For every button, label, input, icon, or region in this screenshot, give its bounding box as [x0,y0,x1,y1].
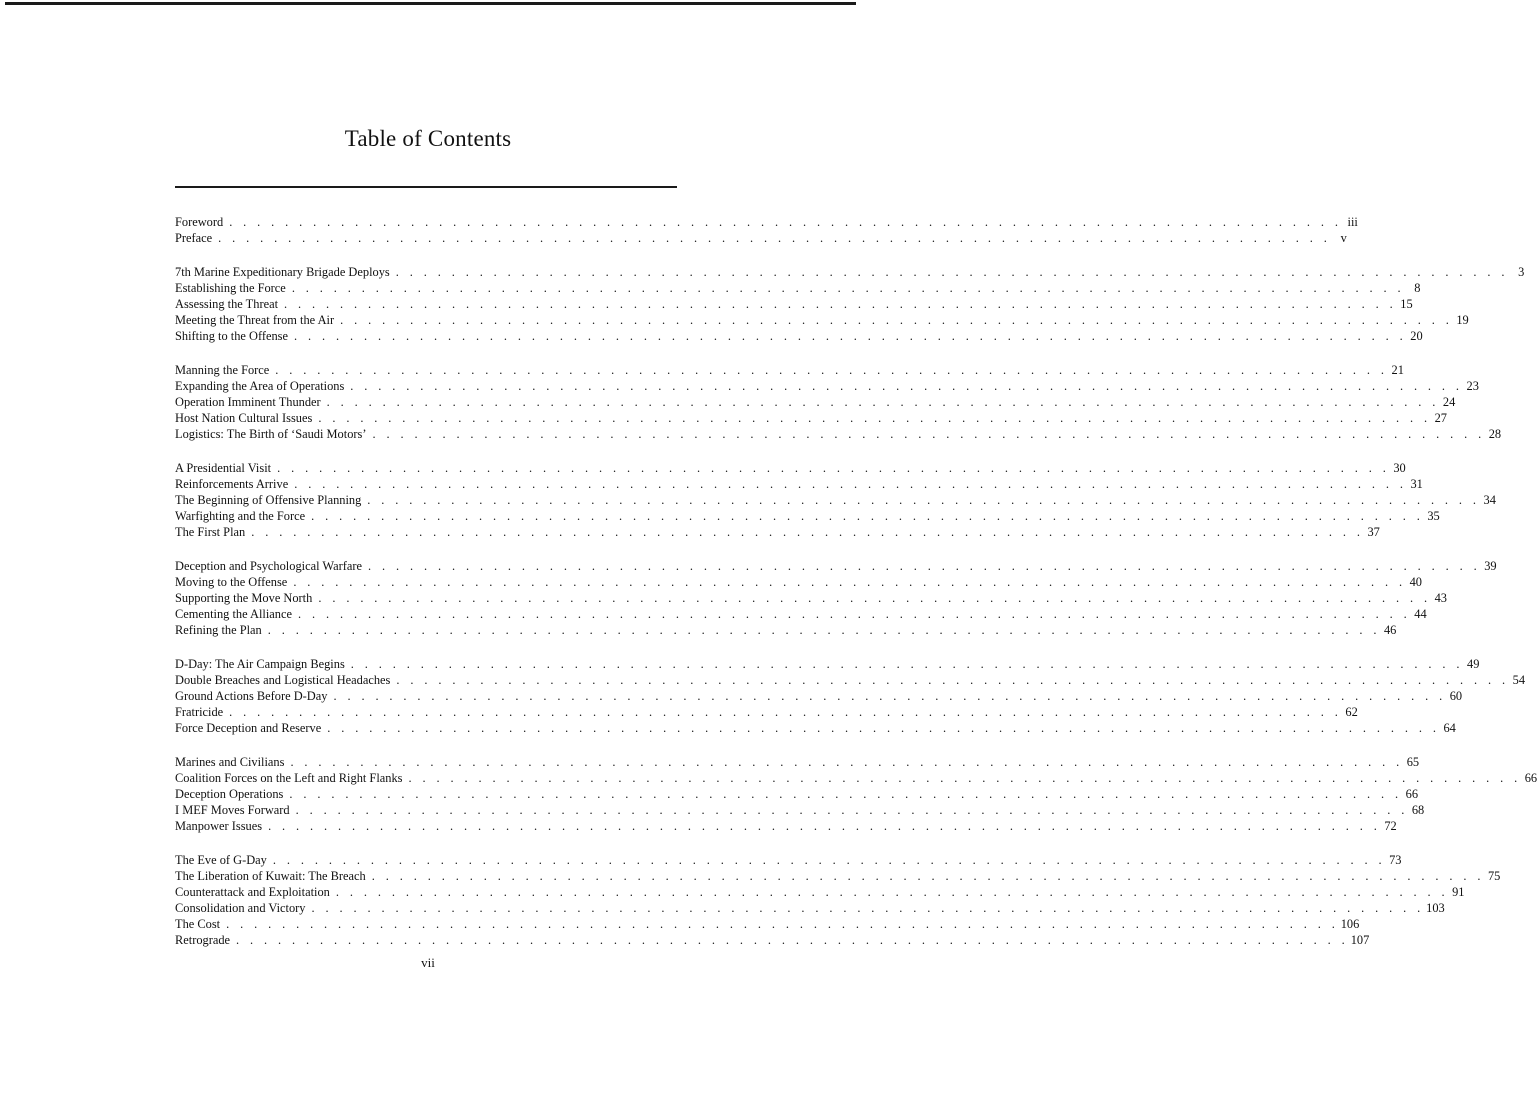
title-underline-rule [175,186,677,188]
toc-entry[interactable] [175,410,1447,426]
toc-entry-title: The Liberation of Kuwait: The Breach [175,869,366,883]
toc-entry-title: Preface [175,231,213,245]
toc-entry-title: Deception and Psychological Warfare [175,559,362,573]
toc-entry-page-number: 43 [1434,591,1447,605]
toc-entry-title: Manpower Issues [175,819,263,833]
toc-entry-page-number: 19 [1456,313,1469,327]
toc-group [175,558,1497,638]
dot-leader: . . . . . . . . . . . . . . . . . . . . . . . . . . . . . . . . . . . . . . . . . . . . . . . . . . . . . . . . . . . . . . . . . . . . . . . . . . . . . . . . [408,771,1522,785]
toc-entry-title: The Beginning of Offensive Planning [175,493,362,507]
page-title: Table of Contents [344,126,512,151]
toc-entry[interactable] [175,312,1469,328]
toc-entry[interactable] [175,852,1402,868]
toc-entry[interactable] [175,916,1360,932]
toc-entry-page-number: 72 [1384,819,1397,833]
toc-entry-title: The Cost [175,917,221,931]
toc-entry-page-number: 23 [1466,379,1479,393]
toc-entry-title: Consolidation and Victory [175,901,306,915]
toc-entry[interactable] [175,884,1465,900]
toc-entry[interactable] [175,868,1501,884]
toc-entry-title: Warfighting and the Force [175,509,306,523]
dot-leader: . . . . . . . . . . . . . . . . . . . . . . . . . . . . . . . . . . . . . . . . . . . . . . . . . . . . . . . . . . . . . . . . . . . . . . . . . . . . . . . . [350,379,1463,393]
toc-entry-title: Deception Operations [175,787,284,801]
dot-leader: . . . . . . . . . . . . . . . . . . . . . . . . . . . . . . . . . . . . . . . . . . . . . . . . . . . . . . . . . . . . . . . . . . . . . . . . . . . . . . . . [333,689,1447,703]
toc-entry-title: Assessing the Threat [175,297,279,311]
toc-entry-title: Supporting the Move North [175,591,313,605]
toc-entry-title: The First Plan [175,525,246,539]
dot-leader: . . . . . . . . . . . . . . . . . . . . . . . . . . . . . . . . . . . . . . . . . . . . . . . . . . . . . . . . . . . . . . . . . . . . . . . . . . . . . . . . [293,575,1406,589]
toc-entry[interactable] [175,590,1447,606]
dot-leader: . . . . . . . . . . . . . . . . . . . . . . . . . . . . . . . . . . . . . . . . . . . . . . . . . . . . . . . . . . . . . . . . . . . . . . . . . . . . . . . . [295,803,1409,817]
toc-group [175,264,1525,344]
toc-entry-title: Operation Imminent Thunder [175,395,321,409]
toc-entry-page-number: 3 [1518,265,1525,279]
dot-leader: . . . . . . . . . . . . . . . . . . . . . . . . . . . . . . . . . . . . . . . . . . . . . . . . . . . . . . . . . . . . . . . . . . . . . . . . . . . . . . . . [318,591,1431,605]
toc-entry[interactable] [175,656,1480,672]
dot-leader: . . . . . . . . . . . . . . . . . . . . . . . . . . . . . . . . . . . . . . . . . . . . . . . . . . . . . . . . . . . . . . . . . . . . . . . . . . . . . . . . [367,493,1480,507]
toc-entry-page-number: 107 [1350,933,1370,947]
toc-entry-page-number: 66 [1405,787,1419,801]
dot-leader: . . . . . . . . . . . . . . . . . . . . . . . . . . . . . . . . . . . . . . . . . . . . . . . . . . . . . . . . . . . . . . . . . . . . . . . . . . . . . . . . [229,705,1342,719]
toc-entry-title: Refining the Plan [175,623,262,637]
dot-leader: . . . . . . . . . . . . . . . . . . . . . . . . . . . . . . . . . . . . . . . . . . . . . . . . . . . . . . . . . . . . . . . . . . . . . . . . . . . . . . . . [298,607,1411,621]
toc-entry-page-number: 37 [1367,525,1380,539]
toc-entry[interactable] [175,492,1496,508]
toc-entry[interactable] [175,672,1526,688]
toc-entry[interactable] [175,296,1413,312]
dot-leader: . . . . . . . . . . . . . . . . . . . . . . . . . . . . . . . . . . . . . . . . . . . . . . . . . . . . . . . . . . . . . . . . . . . . . . . . . . . . . . . . [396,673,1510,687]
toc-group [175,362,1502,442]
toc-entry-page-number: 27 [1434,411,1447,425]
toc-entry-page-number: v [1340,231,1347,245]
toc-entry-title: Meeting the Threat from the Air [175,313,335,327]
toc-entry-title: Ground Actions Before D-Day [175,689,328,703]
toc-entry-title: Reinforcements Arrive [175,477,289,491]
toc-entry-page-number: 35 [1427,509,1440,523]
toc-entry-title: Cementing the Alliance [175,607,292,621]
dot-leader: . . . . . . . . . . . . . . . . . . . . . . . . . . . . . . . . . . . . . . . . . . . . . . . . . . . . . . . . . . . . . . . . . . . . . . . . . . . . . . . . [291,281,1405,295]
toc-entry-page-number: 39 [1484,559,1497,573]
toc-entry-title: Force Deception and Reserve [175,721,322,735]
toc-entry-page-number: iii [1347,215,1358,229]
dot-leader: . . . . . . . . . . . . . . . . . . . . . . . . . . . . . . . . . . . . . . . . . . . . . . . . . . . . . . . . . . . . . . . . . . . . . . . . . . . . . . . . [226,917,1339,931]
toc-entry-page-number: 24 [1442,395,1456,409]
toc-entry-title: Double Breaches and Logistical Headaches [175,673,391,687]
toc-entry-title: A Presidential Visit [175,461,272,475]
dot-leader: . . . . . . . . . . . . . . . . . . . . . . . . . . . . . . . . . . . . . . . . . . . . . . . . . . . . . . . . . . . . . . . . . . . . . . . . . . . . . . . . [236,933,1349,947]
dot-leader: . . . . . . . . . . . . . . . . . . . . . . . . . . . . . . . . . . . . . . . . . . . . . . . . . . . . . . . . . . . . . . . . . . . . . . . . . . . . . . . . [318,411,1431,425]
toc-entry-page-number: 20 [1410,329,1423,343]
toc-entry[interactable] [175,786,1419,802]
toc-entry-page-number: 103 [1426,901,1445,915]
toc-entry-title: The Eve of G-Day [175,853,267,867]
page-folio: vii [421,955,435,970]
dot-leader: . . . . . . . . . . . . . . . . . . . . . . . . . . . . . . . . . . . . . . . . . . . . . . . . . . . . . . . . . . . . . . . . . . . . . . . . . . . . . . . . [290,755,1404,769]
top-page-rule [5,2,856,5]
toc-entry-page-number: 91 [1452,885,1465,899]
toc-entry-page-number: 65 [1406,755,1420,769]
dot-leader: . . . . . . . . . . . . . . . . . . . . . . . . . . . . . . . . . . . . . . . . . . . . . . . . . . . . . . . . . . . . . . . . . . . . . . . . . . . . . . . . [268,819,1381,833]
dot-leader: . . . . . . . . . . . . . . . . . . . . . . . . . . . . . . . . . . . . . . . . . . . . . . . . . . . . . . . . . . . . . . . . . . . . . . . . . . . . . . . . [311,901,1425,915]
toc-entry-page-number: 31 [1410,477,1423,491]
toc-entry[interactable] [175,900,1445,916]
toc-entry-title: Host Nation Cultural Issues [175,411,313,425]
toc-entry[interactable] [175,932,1370,948]
toc-entry[interactable] [175,460,1406,476]
toc-entry-page-number: 46 [1383,623,1397,637]
toc-entry-page-number: 44 [1414,607,1427,621]
toc-entry[interactable] [175,508,1440,524]
toc-entry-page-number: 60 [1449,689,1463,703]
toc-entry[interactable] [175,264,1525,280]
toc-entry-title: Expanding the Area of Operations [175,379,345,393]
toc-entry-page-number: 62 [1345,705,1358,719]
toc-entry[interactable] [175,558,1497,574]
toc-entry[interactable] [175,704,1358,720]
table-of-contents [175,214,1537,966]
toc-entry[interactable] [175,426,1502,442]
toc-entry[interactable] [175,214,1358,230]
toc-entry-title: Moving to the Offense [175,575,288,589]
toc-entry-page-number: 75 [1487,869,1501,883]
dot-leader: . . . . . . . . . . . . . . . . . . . . . . . . . . . . . . . . . . . . . . . . . . . . . . . . . . . . . . . . . . . . . . . . . . . . . . . . . . . . . . . . [340,313,1453,327]
toc-entry[interactable] [175,720,1456,736]
toc-group [175,214,1358,246]
dot-leader: . . . . . . . . . . . . . . . . . . . . . . . . . . . . . . . . . . . . . . . . . . . . . . . . . . . . . . . . . . . . . . . . . . . . . . . . . . . . . . . . [367,559,1481,573]
toc-entry-page-number: 30 [1393,461,1406,475]
toc-entry-page-number: 34 [1483,493,1496,507]
toc-entry-page-number: 66 [1524,771,1537,785]
toc-group [175,852,1501,948]
toc-entry-title: Fratricide [175,705,224,719]
toc-entry-page-number: 68 [1411,803,1425,817]
toc-entry-title: I MEF Moves Forward [175,803,290,817]
dot-leader: . . . . . . . . . . . . . . . . . . . . . . . . . . . . . . . . . . . . . . . . . . . . . . . . . . . . . . . . . . . . . . . . . . . . . . . . . . . . . . . . [371,869,1485,883]
toc-entry[interactable] [175,606,1427,622]
dot-leader: . . . . . . . . . . . . . . . . . . . . . . . . . . . . . . . . . . . . . . . . . . . . . . . . . . . . . . . . . . . . . . . . . . . . . . . . . . . . . . . . [294,329,1407,343]
toc-entry[interactable] [175,394,1456,410]
toc-entry-title: Establishing the Force [175,281,286,295]
toc-entry-page-number: 8 [1414,281,1421,295]
toc-entry-page-number: 28 [1488,427,1502,441]
toc-entry-page-number: 73 [1389,853,1402,867]
toc-entry-page-number: 64 [1443,721,1456,735]
toc-entry[interactable] [175,688,1463,704]
dot-leader: . . . . . . . . . . . . . . . . . . . . . . . . . . . . . . . . . . . . . . . . . . . . . . . . . . . . . . . . . . . . . . . . . . . . . . . . . . . . . . . . [327,721,1440,735]
dot-leader: . . . . . . . . . . . . . . . . . . . . . . . . . . . . . . . . . . . . . . . . . . . . . . . . . . . . . . . . . . . . . . . . . . . . . . . . . . . . . . . . [277,461,1390,475]
toc-entry[interactable] [175,280,1421,296]
toc-entry[interactable] [175,230,1347,246]
toc-entry-title: Retrograde [175,933,231,947]
toc-entry[interactable] [175,770,1537,786]
toc-group [175,460,1496,540]
toc-entry[interactable] [175,524,1380,540]
dot-leader: . . . . . . . . . . . . . . . . . . . . . . . . . . . . . . . . . . . . . . . . . . . . . . . . . . . . . . . . . . . . . . . . . . . . . . . . . . . . . . . . [372,427,1486,441]
dot-leader: . . . . . . . . . . . . . . . . . . . . . . . . . . . . . . . . . . . . . . . . . . . . . . . . . . . . . . . . . . . . . . . . . . . . . . . . . . . . . . . . [350,657,1464,671]
toc-entry[interactable] [175,378,1479,394]
dot-leader: . . . . . . . . . . . . . . . . . . . . . . . . . . . . . . . . . . . . . . . . . . . . . . . . . . . . . . . . . . . . . . . . . . . . . . . . . . . . . . . . [326,395,1440,409]
toc-entry-page-number: 21 [1391,363,1404,377]
toc-entry-page-number: 54 [1512,673,1526,687]
toc-group [175,754,1537,834]
toc-entry-title: Counterattack and Exploitation [175,885,330,899]
toc-entry[interactable] [175,802,1425,818]
dot-leader: . . . . . . . . . . . . . . . . . . . . . . . . . . . . . . . . . . . . . . . . . . . . . . . . . . . . . . . . . . . . . . . . . . . . . . . . . . . . . . . . [229,215,1342,229]
dot-leader: . . . . . . . . . . . . . . . . . . . . . . . . . . . . . . . . . . . . . . . . . . . . . . . . . . . . . . . . . . . . . . . . . . . . . . . . . . . . . . . . [275,363,1388,377]
dot-leader: . . . . . . . . . . . . . . . . . . . . . . . . . . . . . . . . . . . . . . . . . . . . . . . . . . . . . . . . . . . . . . . . . . . . . . . . . . . . . . . . [289,787,1403,801]
toc-entry-title: 7th Marine Expeditionary Brigade Deploys [175,265,390,279]
toc-entry-page-number: 106 [1340,917,1360,931]
toc-group [175,656,1526,736]
dot-leader: . . . . . . . . . . . . . . . . . . . . . . . . . . . . . . . . . . . . . . . . . . . . . . . . . . . . . . . . . . . . . . . . . . . . . . . . . . . . . . . . [395,265,1509,279]
toc-entry[interactable] [175,328,1423,344]
toc-entry-title: Logistics: The Birth of ‘Saudi Motors’ [175,427,367,441]
dot-leader: . . . . . . . . . . . . . . . . . . . . . . . . . . . . . . . . . . . . . . . . . . . . . . . . . . . . . . . . . . . . . . . . . . . . . . . . . . . . . . . . [251,525,1364,539]
toc-entry-title: D-Day: The Air Campaign Begins [175,657,345,671]
toc-entry-title: Coalition Forces on the Left and Right Flanks [175,771,403,785]
toc-entry[interactable] [175,754,1420,770]
dot-leader: . . . . . . . . . . . . . . . . . . . . . . . . . . . . . . . . . . . . . . . . . . . . . . . . . . . . . . . . . . . . . . . . . . . . . . . . . . . . . . . . [267,623,1381,637]
toc-entry[interactable] [175,818,1397,834]
dot-leader: . . . . . . . . . . . . . . . . . . . . . . . . . . . . . . . . . . . . . . . . . . . . . . . . . . . . . . . . . . . . . . . . . . . . . . . . . . . . . . . . [311,509,1424,523]
toc-entry-title: Marines and Civilians [175,755,285,769]
toc-entry-title: Shifting to the Offense [175,329,288,343]
dot-leader: . . . . . . . . . . . . . . . . . . . . . . . . . . . . . . . . . . . . . . . . . . . . . . . . . . . . . . . . . . . . . . . . . . . . . . . . . . . . . . . . [218,231,1331,245]
toc-entry-page-number: 40 [1409,575,1422,589]
toc-entry[interactable] [175,362,1404,378]
dot-leader: . . . . . . . . . . . . . . . . . . . . . . . . . . . . . . . . . . . . . . . . . . . . . . . . . . . . . . . . . . . . . . . . . . . . . . . . . . . . . . . . [335,885,1449,899]
toc-entry-title: Manning the Force [175,363,270,377]
dot-leader: . . . . . . . . . . . . . . . . . . . . . . . . . . . . . . . . . . . . . . . . . . . . . . . . . . . . . . . . . . . . . . . . . . . . . . . . . . . . . . . . [284,297,1397,311]
dot-leader: . . . . . . . . . . . . . . . . . . . . . . . . . . . . . . . . . . . . . . . . . . . . . . . . . . . . . . . . . . . . . . . . . . . . . . . . . . . . . . . . [294,477,1407,491]
toc-entry[interactable] [175,574,1422,590]
toc-entry[interactable] [175,476,1423,492]
dot-leader: . . . . . . . . . . . . . . . . . . . . . . . . . . . . . . . . . . . . . . . . . . . . . . . . . . . . . . . . . . . . . . . . . . . . . . . . . . . . . . . . [272,853,1386,867]
toc-entry-page-number: 49 [1467,657,1480,671]
toc-entry[interactable] [175,622,1397,638]
toc-entry-page-number: 15 [1400,297,1413,311]
toc-entry-title: Foreword [175,215,224,229]
